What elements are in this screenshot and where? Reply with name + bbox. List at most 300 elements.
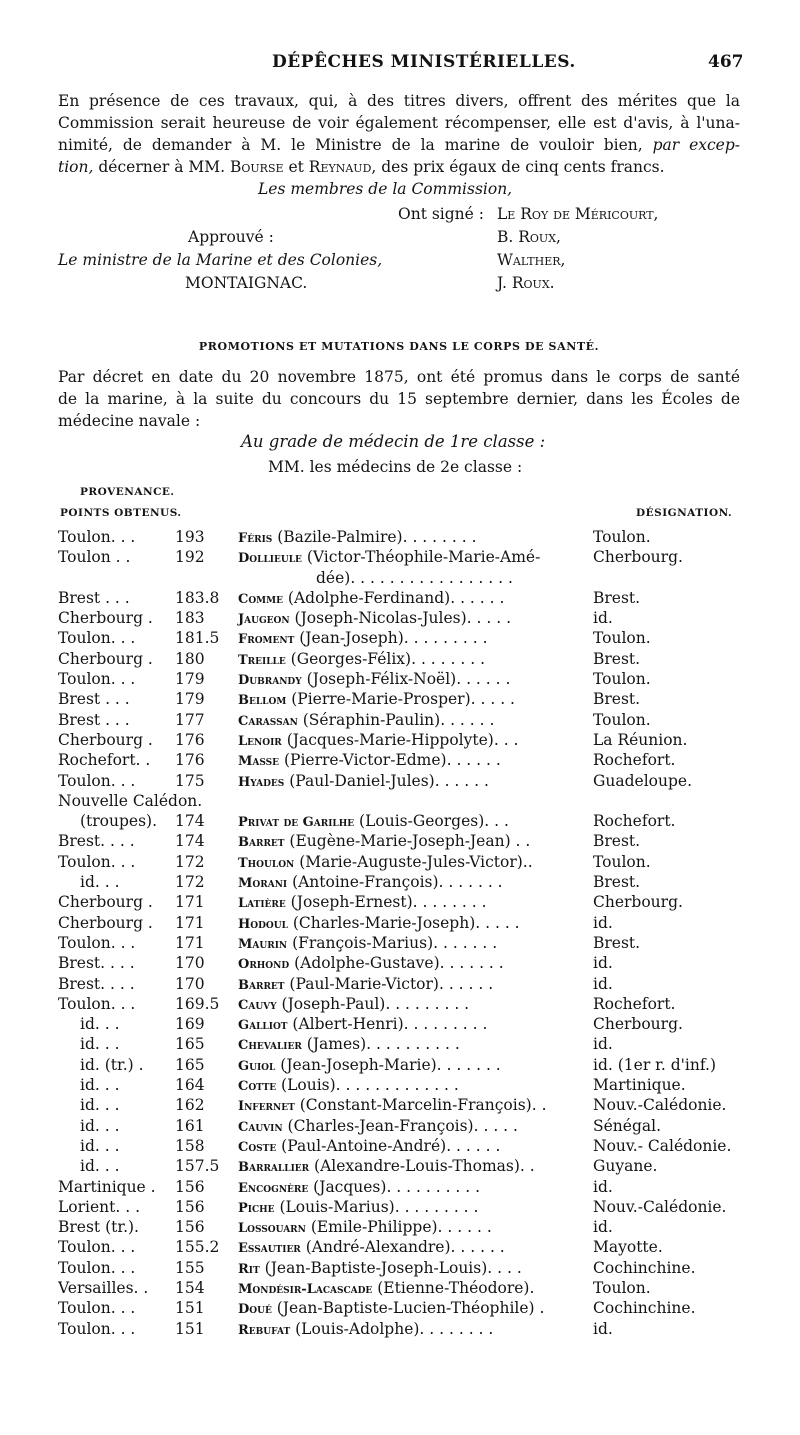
- points-cell: 179: [175, 690, 205, 709]
- points-cell: 179: [175, 670, 205, 689]
- provenance-cell: Toulon. . .: [58, 1238, 136, 1257]
- decree-paragraph: [58, 366, 740, 432]
- given-names: (Louis-Georges). . .: [354, 812, 509, 831]
- given-names: (Pierre-Marie-Prosper). . . . .: [286, 690, 515, 709]
- surname: Cauvin: [238, 1119, 283, 1135]
- table-row: [58, 670, 748, 690]
- name-cell: [316, 569, 513, 587]
- designation-cell: Nouv.-Calédonie.: [593, 1197, 727, 1216]
- surname: Rit: [238, 1261, 260, 1277]
- table-row: [58, 548, 748, 568]
- designation-cell: Rochefort.: [593, 751, 676, 770]
- surname: Orhond: [238, 957, 290, 973]
- signer-name: Walther,: [497, 251, 566, 269]
- table-row: [58, 629, 748, 649]
- surname: Cauvy: [238, 997, 277, 1013]
- table-row: [58, 893, 748, 913]
- given-names: (Alexandre-Louis-Thomas). .: [309, 1157, 535, 1176]
- table-row: [58, 1259, 748, 1279]
- given-names: (Louis-Marius). . . . . . . . .: [274, 1197, 479, 1216]
- provenance-cell: Cherbourg .: [58, 609, 153, 628]
- points-cell: 161: [175, 1116, 205, 1135]
- given-names: (Joseph-Ernest). . . . . . . .: [285, 893, 487, 912]
- surname: Essautier: [238, 1241, 301, 1257]
- points-cell: 165: [175, 1035, 205, 1054]
- name-cell: [238, 853, 533, 871]
- given-names: (Victor-Théophile-Marie-Amé-: [301, 548, 541, 567]
- name-cell: [238, 1218, 492, 1236]
- given-names: (Jean-Baptiste-Lucien-Théophile) .: [271, 1299, 545, 1318]
- name-cell: [238, 1259, 522, 1277]
- designation-cell: Toulon.: [593, 1278, 651, 1297]
- surname: Thoulon: [238, 855, 295, 871]
- surname: Cotte: [238, 1079, 277, 1095]
- given-names: (Jean-Joseph-Marie). . . . . . .: [275, 1055, 501, 1074]
- given-names: dée). . . . . . . . . . . . . . . . .: [316, 568, 513, 587]
- provenance-cell: Toulon. . .: [58, 670, 136, 689]
- surname: Barrallier: [238, 1160, 310, 1176]
- designation-cell: Brest.: [593, 690, 641, 709]
- points-cell: 174: [175, 832, 205, 851]
- given-names: (Marie-Auguste-Jules-Victor)..: [294, 852, 533, 871]
- provenance-cell: id. . .: [80, 1035, 120, 1054]
- intro-text: et: [283, 158, 309, 176]
- designation-cell: id.: [593, 954, 613, 973]
- designation-cell: id. (1er r. d'inf.): [593, 1055, 716, 1074]
- name-cell: [238, 1117, 518, 1135]
- provenance-cell: Toulon. . .: [58, 852, 136, 871]
- points-cell: 170: [175, 974, 205, 993]
- table-row: [58, 650, 748, 670]
- given-names: (Bazile-Palmire). . . . . . . .: [272, 528, 477, 546]
- table-row: [58, 1056, 748, 1076]
- intro-italic: par excep-: [652, 136, 741, 154]
- given-names: (Séraphin-Paulin). . . . . .: [297, 710, 495, 729]
- minister-name: MONTAIGNAC.: [185, 274, 308, 292]
- designation-cell: Martinique.: [593, 1076, 686, 1095]
- decree-line: Par décret en date du 20 novembre 1875, ont été promus dans le corps de santé: [58, 368, 740, 386]
- provenance-cell: Brest. . . .: [58, 832, 135, 851]
- intro-line-text: nimité, de demander à M. le Ministre de la marine de vouloir bien,: [58, 136, 643, 154]
- designation-cell: Nouv.-Calédonie.: [593, 1096, 727, 1115]
- prize-name: Reynaud: [308, 158, 372, 176]
- table-row: [58, 1218, 748, 1238]
- given-names: (Albert-Henri). . . . . . . . .: [287, 1015, 488, 1034]
- designation-cell: Cherbourg.: [593, 1015, 683, 1034]
- given-names: (Joseph-Nicolas-Jules). . . . .: [289, 609, 511, 628]
- designation-cell: Rochefort.: [593, 812, 676, 831]
- name-cell: [238, 954, 504, 972]
- column-provenance: PROVENANCE.: [80, 486, 175, 498]
- points-cell: 171: [175, 933, 205, 952]
- given-names: (Emile-Philippe). . . . . .: [305, 1218, 492, 1237]
- provenance-cell: Toulon. . .: [58, 994, 136, 1013]
- points-cell: 164: [175, 1076, 205, 1095]
- designation-cell: Brest.: [593, 588, 641, 607]
- surname: Chevalier: [238, 1038, 302, 1054]
- provenance-cell: Brest . . .: [58, 710, 130, 729]
- given-names: (Georges-Félix). . . . . . . .: [285, 649, 485, 668]
- name-cell: [238, 975, 493, 993]
- name-cell: [238, 934, 497, 952]
- name-cell: [238, 650, 485, 668]
- grade-subtitle: MM. les médecins de 2e classe :: [268, 458, 523, 476]
- name-cell: [238, 893, 487, 911]
- designation-cell: id.: [593, 1035, 613, 1054]
- designation-cell: id.: [593, 913, 613, 932]
- table-row: [58, 975, 748, 995]
- provenance-cell: Toulon. . .: [58, 771, 136, 790]
- points-cell: 172: [175, 873, 205, 892]
- points-cell: 176: [175, 730, 205, 749]
- table-row: [58, 609, 748, 629]
- provenance-cell: Cherbourg .: [58, 893, 153, 912]
- provenance-cell: Toulon. . .: [58, 1258, 136, 1277]
- table-row: [58, 751, 748, 771]
- given-names: (Louis-Adolphe). . . . . . . .: [290, 1319, 494, 1338]
- name-cell: [238, 1096, 547, 1114]
- designation-cell: Toulon.: [593, 528, 651, 546]
- points-cell: 171: [175, 913, 205, 932]
- given-names: (Etienne-Théodore).: [372, 1278, 535, 1297]
- given-names: (Jacques). . . . . . . . . .: [308, 1177, 481, 1196]
- designation-cell: id.: [593, 1218, 613, 1237]
- grade-title: Au grade de médecin de 1re classe :: [241, 432, 546, 451]
- designation-cell: Brest.: [593, 649, 641, 668]
- surname: Mondésir-Lacascade: [238, 1281, 373, 1297]
- designation-cell: id.: [593, 609, 613, 628]
- designation-cell: Brest.: [593, 832, 641, 851]
- intro-italic: tion,: [58, 158, 94, 176]
- points-cell: 169.5: [175, 994, 220, 1013]
- provenance-cell: id. . .: [80, 1157, 120, 1176]
- provenance-cell: id. . .: [80, 1015, 120, 1034]
- points-cell: 162: [175, 1096, 205, 1115]
- provenance-cell: Rochefort. .: [58, 751, 151, 770]
- designation-cell: Brest.: [593, 873, 641, 892]
- points-cell: 156: [175, 1218, 205, 1237]
- intro-line: [58, 156, 740, 178]
- name-cell: [238, 832, 530, 850]
- designation-cell: Sénégal.: [593, 1116, 661, 1135]
- points-cell: 177: [175, 710, 205, 729]
- points-cell: 156: [175, 1177, 205, 1196]
- designation-cell: Brest.: [593, 933, 641, 952]
- table-row: [58, 853, 748, 873]
- given-names: (Jean-Baptiste-Joseph-Louis). . . .: [259, 1258, 522, 1277]
- name-cell: [238, 1299, 544, 1317]
- designation-cell: Toulon.: [593, 710, 651, 729]
- name-cell: [238, 1035, 460, 1053]
- points-cell: 165: [175, 1055, 205, 1074]
- provenance-cell: id. . .: [80, 1116, 120, 1135]
- designation-cell: id.: [593, 1319, 613, 1338]
- provenance-cell: Brest. . . .: [58, 974, 135, 993]
- table-row: [58, 1117, 748, 1137]
- surname: Rebufat: [238, 1322, 291, 1338]
- points-cell: 172: [175, 852, 205, 871]
- provenance-cell: Toulon. . .: [58, 629, 136, 648]
- designation-cell: Guadeloupe.: [593, 771, 692, 790]
- section-title: PROMOTIONS ET MUTATIONS DANS LE CORPS DE SANTÉ.: [198, 340, 600, 353]
- given-names: (Eugène-Marie-Joseph-Jean) . .: [284, 832, 531, 851]
- surname: Comme: [238, 591, 283, 607]
- surname: Jaugeon: [238, 612, 290, 628]
- surname: Bellom: [238, 693, 287, 709]
- table-row: [58, 1015, 748, 1035]
- designation-cell: Cochinchine.: [593, 1258, 696, 1277]
- provenance-cell: Toulon. . .: [58, 1299, 136, 1318]
- name-cell: [238, 1198, 478, 1216]
- surname: Froment: [238, 632, 295, 648]
- signer-name: B. Roux,: [497, 228, 561, 246]
- surname: Hyades: [238, 774, 285, 790]
- name-cell: [238, 690, 515, 708]
- points-cell: 151: [175, 1299, 205, 1318]
- surname: Dubrandy: [238, 673, 302, 689]
- provenance-cell: id. (tr.) .: [80, 1055, 144, 1074]
- name-cell: [238, 548, 540, 566]
- surname: Dollieule: [238, 551, 302, 567]
- given-names: (Adolphe-Ferdinand). . . . . .: [282, 588, 505, 607]
- column-points: POINTS OBTENUS.: [60, 507, 182, 519]
- surname: Lossouarn: [238, 1221, 306, 1237]
- running-title: DÉPÊCHES MINISTÉRIELLES.: [272, 52, 576, 72]
- surname: Hodoul: [238, 916, 288, 932]
- provenance-cell: id. . .: [80, 1136, 120, 1155]
- table-row: [58, 954, 748, 974]
- designation-cell: Nouv.- Calédonie.: [593, 1136, 732, 1155]
- given-names: (Adolphe-Gustave). . . . . . .: [289, 954, 504, 973]
- provenance-cell: (troupes).: [80, 812, 158, 831]
- points-cell: 183: [175, 609, 205, 628]
- name-cell: [238, 1178, 480, 1196]
- name-cell: [238, 812, 509, 830]
- given-names: (Charles-Marie-Joseph). . . . .: [287, 913, 520, 932]
- table-row: [58, 690, 748, 710]
- minister-title: Le ministre de la Marine et des Colonies,: [58, 251, 383, 269]
- name-cell: [238, 629, 488, 647]
- table-row: [58, 995, 748, 1015]
- given-names: (Pierre-Victor-Edme). . . . . .: [279, 751, 501, 770]
- promotion-table: [58, 528, 748, 1340]
- commission-members: Les membres de la Commission,: [258, 180, 513, 198]
- designation-cell: Cherbourg.: [593, 548, 683, 567]
- given-names: (Jacques-Marie-Hippolyte). . .: [281, 730, 519, 749]
- name-cell: [238, 711, 494, 729]
- name-cell: [238, 731, 518, 749]
- table-row: [58, 1238, 748, 1258]
- table-row: [58, 1157, 748, 1177]
- name-cell: [238, 1320, 493, 1338]
- points-cell: 174: [175, 812, 205, 831]
- intro-text: , des prix égaux de cinq cents francs.: [371, 158, 665, 176]
- table-row: [58, 1279, 748, 1299]
- points-cell: 180: [175, 649, 205, 668]
- provenance-cell: id. . .: [80, 1096, 120, 1115]
- table-row: [58, 1299, 748, 1319]
- surname: Coste: [238, 1139, 277, 1155]
- points-cell: 156: [175, 1197, 205, 1216]
- designation-cell: Guyane.: [593, 1157, 658, 1176]
- provenance-cell: Toulon. . .: [58, 528, 136, 546]
- provenance-cell: id. . .: [80, 873, 120, 892]
- provenance-cell: Nouvelle Calédon.: [58, 791, 203, 810]
- given-names: (André-Alexandre). . . . . .: [300, 1238, 505, 1257]
- table-row: [58, 1076, 748, 1096]
- surname: Treille: [238, 652, 286, 668]
- designation-cell: id.: [593, 974, 613, 993]
- surname: Latière: [238, 896, 286, 912]
- provenance-cell: Toulon. . .: [58, 1319, 136, 1338]
- provenance-cell: Cherbourg .: [58, 913, 153, 932]
- intro-paragraph: [58, 90, 740, 178]
- table-row: [58, 832, 748, 852]
- given-names: (Joseph-Paul). . . . . . . . .: [276, 994, 470, 1013]
- points-cell: 158: [175, 1136, 205, 1155]
- surname: Piche: [238, 1200, 275, 1216]
- given-names: (Charles-Jean-François). . . . .: [282, 1116, 518, 1135]
- name-cell: [238, 1238, 505, 1256]
- intro-line: En présence de ces travaux, qui, à des titres divers, offrent des mérites que la: [58, 92, 740, 110]
- intro-line: [58, 134, 740, 156]
- given-names: (Paul-Marie-Victor). . . . . .: [284, 974, 494, 993]
- surname: Guiol: [238, 1058, 276, 1074]
- name-cell: [238, 589, 504, 607]
- table-row: [58, 1035, 748, 1055]
- given-names: (Constant-Marcelin-François). .: [294, 1096, 547, 1115]
- points-cell: 151: [175, 1319, 205, 1338]
- table-row: [58, 1320, 748, 1340]
- signer-name: J. Roux.: [497, 274, 555, 292]
- table-row: [58, 731, 748, 751]
- signer-name: Le Roy de Méricourt,: [497, 205, 659, 223]
- surname: Galliot: [238, 1018, 288, 1034]
- designation-cell: La Réunion.: [593, 730, 688, 749]
- designation-cell: id.: [593, 1177, 613, 1196]
- table-row: [58, 873, 748, 893]
- name-cell: [238, 1157, 535, 1175]
- surname: Privat de Garilhe: [238, 815, 355, 831]
- given-names: (Paul-Antoine-André). . . . . .: [276, 1136, 501, 1155]
- name-cell: [238, 1015, 487, 1033]
- designation-cell: Toulon.: [593, 629, 651, 648]
- provenance-cell: Brest . . .: [58, 588, 130, 607]
- name-cell: [238, 1279, 534, 1297]
- table-row: [58, 934, 748, 954]
- surname: Doué: [238, 1302, 272, 1318]
- provenance-cell: Toulon. . .: [58, 933, 136, 952]
- provenance-cell: Cherbourg .: [58, 730, 153, 749]
- surname: Maurin: [238, 936, 288, 952]
- prize-name: Bourse: [229, 158, 284, 176]
- points-cell: 193: [175, 528, 205, 546]
- approved-label: Approuvé :: [188, 228, 274, 246]
- name-cell: [238, 609, 511, 627]
- signed-label: Ont signé :: [398, 205, 484, 223]
- surname: Masse: [238, 754, 280, 770]
- intro-text: décerner à MM.: [93, 158, 230, 176]
- table-row: [58, 812, 748, 832]
- points-cell: 169: [175, 1015, 205, 1034]
- given-names: (François-Marius). . . . . . .: [287, 933, 498, 952]
- points-cell: 154: [175, 1278, 205, 1297]
- provenance-cell: id. . .: [80, 1076, 120, 1095]
- table-row: [58, 1096, 748, 1116]
- table-row: [58, 1198, 748, 1218]
- provenance-cell: Lorient. . .: [58, 1197, 141, 1216]
- surname: Carassan: [238, 713, 298, 729]
- name-cell: [238, 914, 520, 932]
- points-cell: 155: [175, 1258, 205, 1277]
- designation-cell: Cochinchine.: [593, 1299, 696, 1318]
- name-cell: [238, 873, 503, 891]
- name-cell: [238, 772, 489, 790]
- name-cell: [238, 751, 501, 769]
- provenance-cell: Toulon . .: [58, 548, 131, 567]
- given-names: (James). . . . . . . . . .: [301, 1035, 460, 1054]
- designation-cell: Toulon.: [593, 670, 651, 689]
- table-row: [58, 914, 748, 934]
- provenance-cell: Martinique .: [58, 1177, 156, 1196]
- given-names: (Paul-Daniel-Jules). . . . . .: [284, 771, 489, 790]
- given-names: (Antoine-François). . . . . . .: [287, 873, 503, 892]
- provenance-cell: Cherbourg .: [58, 649, 153, 668]
- name-cell: [238, 1076, 459, 1094]
- table-row: [58, 569, 748, 589]
- given-names: (Joseph-Félix-Noël). . . . . .: [301, 670, 511, 689]
- table-row: [58, 792, 748, 812]
- table-row: [58, 772, 748, 792]
- table-row: [58, 1137, 748, 1157]
- decree-line: de la marine, à la suite du concours du 15 septembre dernier, dans les Écoles de: [58, 390, 740, 408]
- points-cell: 170: [175, 954, 205, 973]
- points-cell: 181.5: [175, 629, 220, 648]
- page-number: 467: [708, 52, 744, 72]
- designation-cell: Mayotte.: [593, 1238, 663, 1257]
- points-cell: 157.5: [175, 1157, 220, 1176]
- decree-line: médecine navale :: [58, 412, 201, 430]
- column-designation: DÉSIGNATION.: [636, 507, 733, 519]
- designation-cell: Toulon.: [593, 852, 651, 871]
- name-cell: [238, 1056, 501, 1074]
- surname: Barret: [238, 835, 285, 851]
- given-names: (Louis). . . . . . . . . . . . .: [276, 1076, 459, 1095]
- name-cell: [238, 995, 469, 1013]
- intro-line: Commission serait heureuse de voir également récompenser, elle est d'avis, à l'una-: [58, 114, 740, 132]
- table-row: [58, 711, 748, 731]
- provenance-cell: Versailles. .: [58, 1278, 149, 1297]
- name-cell: [238, 670, 510, 688]
- provenance-cell: Brest (tr.).: [58, 1218, 139, 1237]
- surname: Morani: [238, 876, 288, 892]
- points-cell: 192: [175, 548, 205, 567]
- designation-cell: Cherbourg.: [593, 893, 683, 912]
- points-cell: 183.8: [175, 588, 220, 607]
- table-row: [58, 1178, 748, 1198]
- table-row: [58, 589, 748, 609]
- provenance-cell: Brest. . . .: [58, 954, 135, 973]
- name-cell: [238, 528, 477, 546]
- table-row: [58, 528, 748, 548]
- surname: Infernet: [238, 1099, 295, 1115]
- surname: Barret: [238, 977, 285, 993]
- points-cell: 155.2: [175, 1238, 220, 1257]
- provenance-cell: Brest . . .: [58, 690, 130, 709]
- given-names: (Jean-Joseph). . . . . . . . .: [294, 629, 488, 648]
- designation-cell: Rochefort.: [593, 994, 676, 1013]
- points-cell: 171: [175, 893, 205, 912]
